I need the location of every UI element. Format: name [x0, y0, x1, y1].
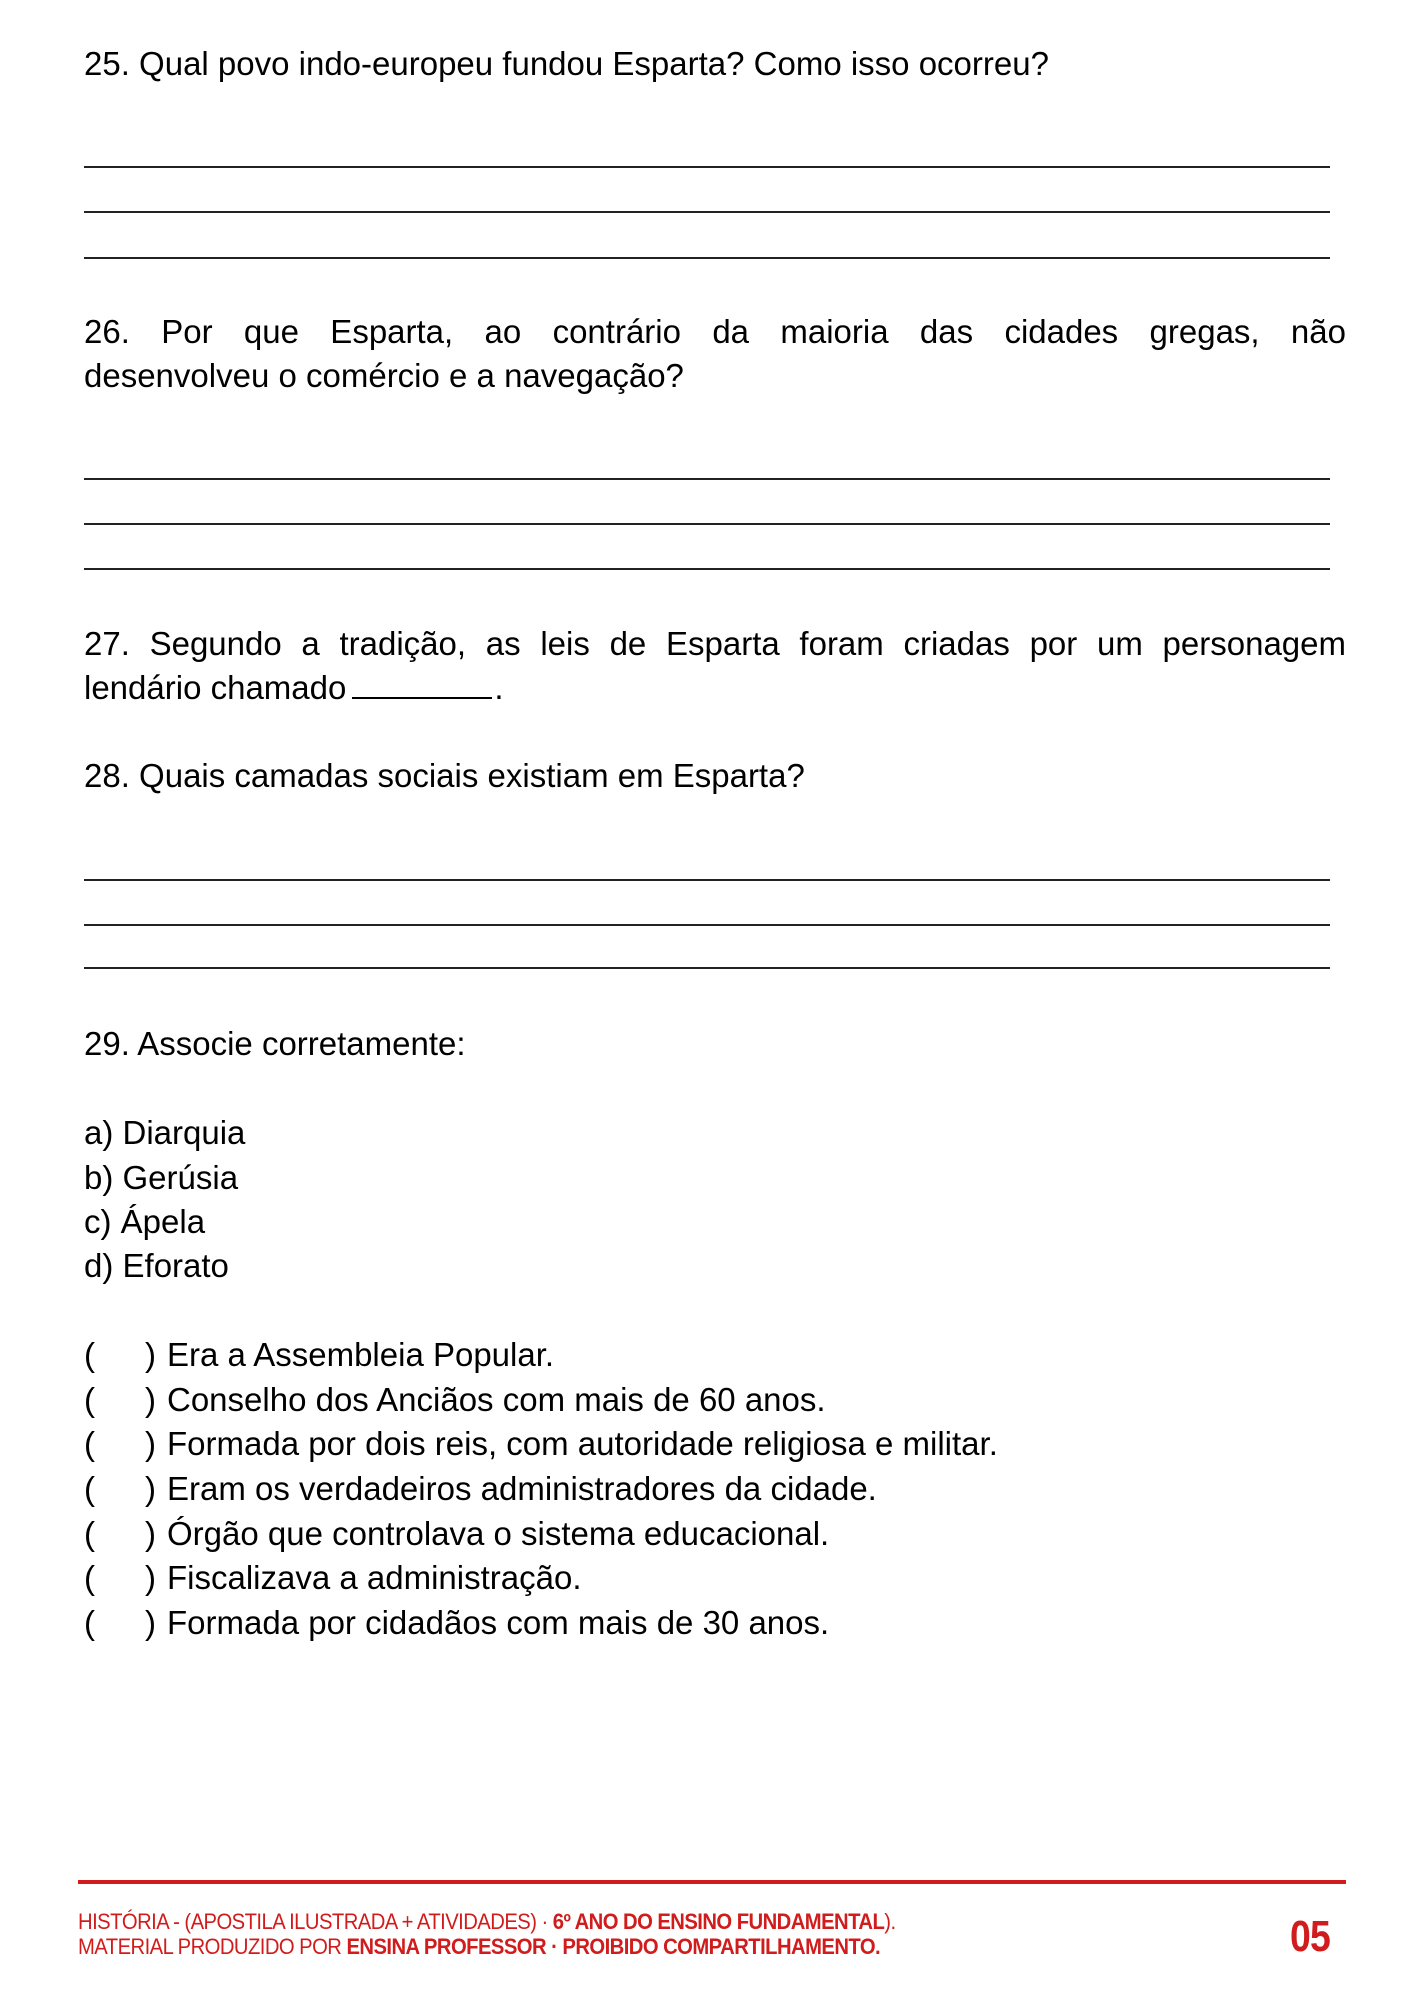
option-d: d) Eforato: [84, 1247, 229, 1284]
answer-line[interactable]: [84, 166, 1330, 168]
footer-line-2: [78, 1934, 880, 1960]
answer-line[interactable]: [84, 478, 1330, 480]
statement-row: [84, 1467, 877, 1511]
answer-slot-open[interactable]: (: [84, 1470, 95, 1507]
footer-credit: MATERIAL PRODUZIDO POR: [78, 1934, 347, 1959]
footer-brand: ENSINA PROFESSOR · PROIBIDO COMPARTILHAMENTO.: [346, 1934, 881, 1959]
answer-slot-open[interactable]: (: [84, 1559, 95, 1596]
statement-text: Fiscalizava a administração.: [167, 1559, 582, 1596]
question-25: 25. Qual povo indo-europeu fundou Esparta? Como isso ocorreu?: [84, 45, 1049, 82]
fill-in-blank[interactable]: [352, 667, 492, 699]
statement-row: [84, 1512, 829, 1556]
question-26-line1: 26. Por que Esparta, ao contrário da maioria das cidades gregas, não: [84, 313, 1346, 350]
answer-slot-close: ): [145, 1559, 156, 1596]
question-26: [84, 310, 1346, 398]
statement-text: Conselho dos Anciãos com mais de 60 anos.: [167, 1381, 826, 1418]
answer-line[interactable]: [84, 211, 1330, 213]
statement-row: [84, 1601, 829, 1645]
answer-line[interactable]: [84, 523, 1330, 525]
footer-subject: HISTÓRIA - (APOSTILA ILUSTRADA + ATIVIDADES) ·: [78, 1909, 553, 1934]
statement-row: [84, 1556, 582, 1600]
answer-slot-open[interactable]: (: [84, 1381, 95, 1418]
question-29: 29. Associe corretamente:: [84, 1025, 466, 1062]
footer-line1-end: ).: [884, 1909, 896, 1934]
answer-slot-close: ): [145, 1336, 156, 1373]
question-27-line1: 27. Segundo a tradição, as leis de Esparta foram criadas por um personagem: [84, 625, 1346, 662]
answer-line[interactable]: [84, 257, 1330, 259]
answer-line[interactable]: [84, 967, 1330, 969]
answer-slot-close: ): [145, 1515, 156, 1552]
answer-slot-close: ): [145, 1425, 156, 1462]
answer-slot-open[interactable]: (: [84, 1604, 95, 1641]
option-c: c) Ápela: [84, 1203, 206, 1240]
answer-slot-open[interactable]: (: [84, 1336, 95, 1373]
option-a: a) Diarquia: [84, 1114, 246, 1151]
answer-line[interactable]: [84, 879, 1330, 881]
question-27-suffix: .: [494, 669, 504, 706]
answer-slot-open[interactable]: (: [84, 1515, 95, 1552]
question-26-line2: desenvolveu o comércio e a navegação?: [84, 357, 684, 394]
answer-slot-open[interactable]: (: [84, 1425, 95, 1462]
statement-text: Eram os verdadeiros administradores da cidade.: [167, 1470, 877, 1507]
option-b: b) Gerúsia: [84, 1159, 239, 1196]
footer-divider: [78, 1880, 1346, 1884]
answer-slot-close: ): [145, 1381, 156, 1418]
answer-slot-close: ): [145, 1470, 156, 1507]
question-28: 28. Quais camadas sociais existiam em Esparta?: [84, 757, 805, 794]
statement-row: [84, 1422, 998, 1466]
footer-grade: 6º ANO DO ENSINO FUNDAMENTAL: [552, 1909, 885, 1934]
answer-slot-close: ): [145, 1604, 156, 1641]
statement-row: [84, 1378, 826, 1422]
statement-text: Órgão que controlava o sistema educacional.: [167, 1515, 830, 1552]
page-number: 05: [1290, 1912, 1330, 1961]
question-27-line2: [84, 669, 504, 706]
footer-line-1: [78, 1909, 896, 1935]
question-27: [84, 622, 1346, 710]
statement-text: Formada por cidadãos com mais de 30 anos.: [167, 1604, 830, 1641]
answer-line[interactable]: [84, 568, 1330, 570]
statement-row: [84, 1333, 554, 1377]
question-27-prefix: lendário chamado: [84, 669, 347, 706]
statement-text: Era a Assembleia Popular.: [167, 1336, 555, 1373]
statement-text: Formada por dois reis, com autoridade religiosa e militar.: [167, 1425, 998, 1462]
answer-line[interactable]: [84, 924, 1330, 926]
